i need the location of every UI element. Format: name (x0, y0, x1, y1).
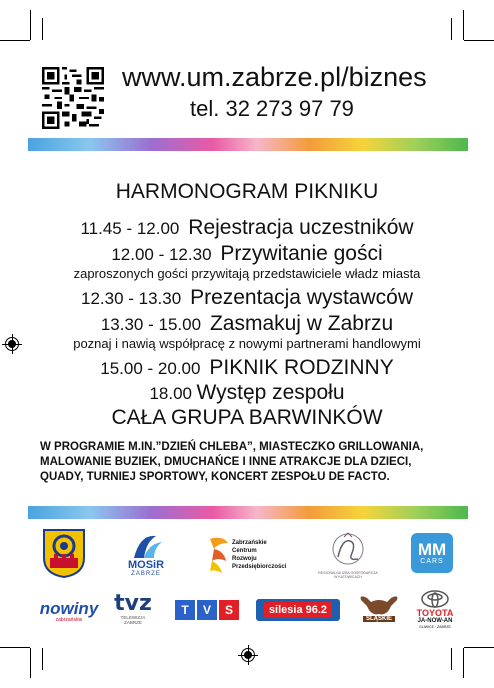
toyota-name: TOYOTA (416, 608, 454, 618)
tvz-name: tvz (114, 591, 152, 616)
schedule-label: Przywitanie gości (220, 242, 383, 265)
schedule-time: 13.30 - 15.00 (100, 315, 202, 334)
schedule-item (0, 356, 494, 380)
crop-mark (30, 10, 31, 40)
program-line: MALOWANIE BUZIEK, DMUCHAŃCE I INNE ATRAKCJE DLA DZIECI, (40, 456, 412, 468)
tvz-logo (107, 588, 159, 630)
schedule-note: poznaj i nawią współpracę z nowymi partnerami handlowymi (73, 336, 421, 351)
schedule-item (0, 312, 494, 336)
zcrp-line: Centrum (232, 548, 257, 554)
schedule-label: Występ zespołu (196, 381, 345, 404)
program-line: QUADY, TURNIEJ SPORTOWY, KONCERT ZESPOŁU DE FACTO. (40, 471, 390, 483)
nowiny-name: nowiny (39, 598, 99, 618)
program-line: W PROGRAMIE M.IN.”DZIEŃ CHLEBA”, MIASTECZKO GRILLOWANIA, (40, 441, 424, 453)
schedule-item (0, 381, 494, 405)
radio-silesia-name: silesia 96.2 (264, 602, 332, 618)
toyota-logo (412, 585, 458, 635)
program-description (40, 440, 470, 485)
zcrp-line: Przedsiębiorczości (232, 564, 287, 570)
rainbow-divider (28, 506, 468, 519)
crop-mark (464, 40, 494, 41)
schedule-item (0, 242, 494, 266)
schedule-time: 11.45 - 12.00 (80, 219, 180, 238)
crop-mark (0, 40, 30, 41)
schedule-time: 18.00 (149, 384, 193, 403)
mosir-name: MOSiR (127, 558, 165, 571)
registration-mark-icon (241, 648, 255, 662)
mosir-logo (122, 528, 170, 580)
zabrze-coat-of-arms-logo (42, 528, 86, 578)
slaskie-name: ŚLĄSKIE (363, 616, 395, 622)
crop-mark (464, 647, 494, 648)
crop-mark (42, 648, 43, 670)
mm-cars-sub: CARS (420, 558, 444, 565)
schedule-time: 12.00 - 12.30 (111, 245, 212, 264)
toyota-location: GLIWICE · ZABRZE (419, 625, 451, 629)
crop-mark (463, 648, 464, 678)
schedule-label: Prezentacja wystawców (190, 286, 413, 309)
schedule-label: Zasmakuj w Zabrzu (209, 312, 394, 335)
crop-mark (451, 648, 452, 670)
chamber-name: REGIONALNA IZBA GOSPODARCZA W KATOWICACH (318, 571, 378, 579)
schedule-note: zaproszonych gości przywitają przedstawiciele władz miasta (73, 266, 421, 281)
toyota-dealer: JA-NOW-AN (417, 618, 453, 624)
schedule-label: PIKNIK RODZINNY (209, 356, 394, 379)
radio-silesia-logo (256, 599, 340, 621)
crop-mark (30, 648, 31, 678)
tvz-sub: TELEWIZJA ZABRZE (120, 615, 146, 625)
crop-mark (451, 18, 452, 40)
crop-mark (42, 18, 43, 40)
tvs-logo: T V S (175, 600, 239, 620)
schedule-item (0, 216, 494, 240)
website-url[interactable]: www.um.zabrze.pl/biznes (122, 62, 427, 92)
schedule-time: 12.30 - 13.30 (80, 289, 182, 308)
schedule-item (0, 286, 494, 310)
zcrp-line: Rozwoju (232, 556, 257, 562)
zcrp-line: Zabrzańskie (232, 540, 267, 546)
crop-mark (463, 10, 464, 40)
nowiny-sub: zabrzańskie (55, 616, 83, 623)
slaskie-logo (355, 590, 403, 626)
nowiny-logo (40, 596, 98, 626)
schedule-time: 15.00 - 20.00 (100, 359, 201, 378)
crop-mark (0, 647, 30, 648)
phone-number: tel. 32 273 97 79 (190, 96, 354, 121)
rainbow-divider (28, 138, 468, 151)
chamber-of-commerce-logo (318, 526, 378, 584)
zcrp-logo (208, 530, 288, 580)
mm-cars-logo (411, 533, 453, 573)
mosir-city: ZABRZE (131, 570, 161, 577)
schedule-label: Rejestracja uczestników (188, 216, 414, 239)
mm-cars-name: MM (417, 540, 447, 559)
qr-code-icon (42, 67, 104, 129)
page-title: HARMONOGRAM PIKNIKU (115, 180, 379, 203)
band-name: CAŁA GRUPA BARWINKÓW (111, 406, 383, 429)
